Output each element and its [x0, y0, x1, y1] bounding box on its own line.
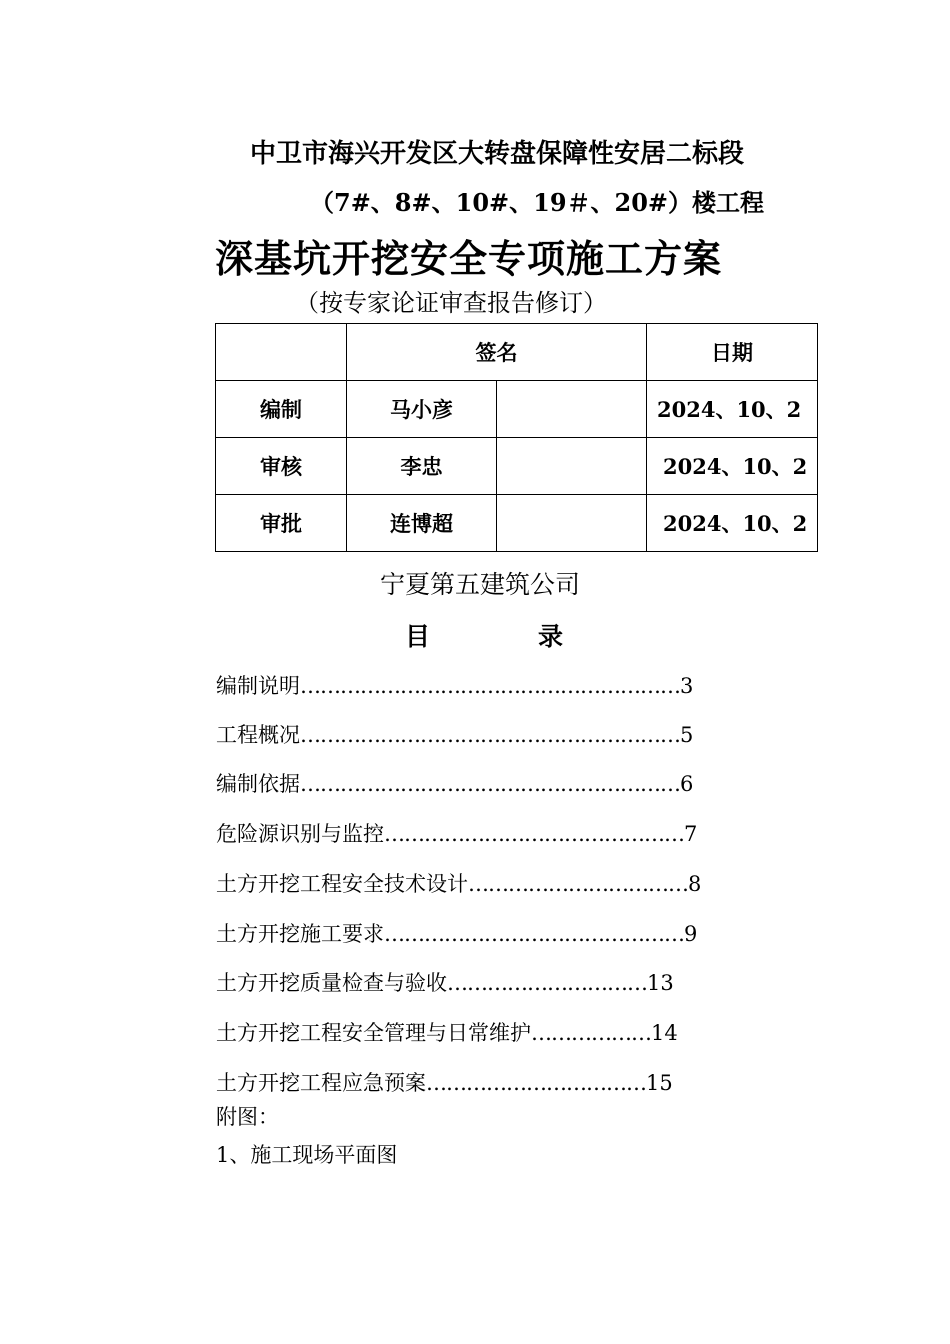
toc-item-leader: ………………………… — [447, 971, 647, 995]
name-cell: 连博超 — [347, 495, 497, 552]
toc-item-leader: …………………………… — [426, 1071, 646, 1095]
toc-item-page: 15 — [646, 1071, 673, 1095]
toc-item-leader: ………………………………………………… — [300, 772, 680, 796]
company-name: 宁夏第五建筑公司 — [379, 570, 580, 599]
header-signature: 签名 — [347, 324, 647, 381]
toc-item-title: 编制说明 — [216, 674, 300, 698]
toc-item-title: 土方开挖质量检查与验收 — [216, 971, 447, 995]
role-cell: 审核 — [216, 438, 347, 495]
table-row — [216, 381, 818, 438]
subtitle: （按专家论证审查报告修订） — [295, 289, 607, 317]
appendix-label: 附图： — [216, 1105, 279, 1129]
appendix-item: 1、施工现场平面图 — [216, 1143, 398, 1167]
table-header-row — [216, 324, 818, 381]
toc-item-page: 13 — [647, 971, 674, 995]
project-title-line2: （7#、8#、10#、19＃、20#）楼工程 — [310, 188, 765, 217]
toc-item[interactable] — [216, 1067, 673, 1097]
toc-item[interactable] — [216, 918, 697, 948]
name-cell: 李忠 — [347, 438, 497, 495]
date-cell: 2024、10、2 — [647, 381, 818, 438]
toc-item-title: 土方开挖工程安全技术设计 — [216, 872, 468, 896]
toc-heading-right: 录 — [538, 622, 564, 651]
toc-item[interactable] — [216, 1017, 678, 1047]
toc-item-page: 5 — [680, 723, 694, 747]
header-empty-cell — [216, 324, 347, 381]
name-cell: 马小彦 — [347, 381, 497, 438]
toc-item-title: 危险源识别与监控 — [216, 822, 384, 846]
header-date: 日期 — [647, 324, 818, 381]
toc-item-leader: ………………………………………………… — [300, 723, 680, 747]
toc-item-page: 14 — [651, 1021, 678, 1045]
signature-table — [215, 323, 818, 552]
role-cell: 审批 — [216, 495, 347, 552]
toc-heading — [405, 617, 563, 653]
toc-item-title: 土方开挖工程应急预案 — [216, 1071, 426, 1095]
date-cell: 2024、10、2 — [647, 495, 818, 552]
toc-item-leader: ………………………………………………… — [300, 674, 680, 698]
table-row — [216, 495, 818, 552]
toc-item-leader: …………………………… — [468, 872, 688, 896]
toc-item-leader: ……………… — [531, 1021, 651, 1045]
toc-item-title: 土方开挖工程安全管理与日常维护 — [216, 1021, 531, 1045]
toc-item-page: 7 — [684, 822, 698, 846]
toc-item[interactable] — [216, 719, 693, 749]
toc-item-page: 6 — [680, 772, 694, 796]
signature-cell — [497, 438, 647, 495]
toc-item-title: 编制依据 — [216, 772, 300, 796]
toc-item-leader: ……………………………………… — [384, 822, 684, 846]
role-cell: 编制 — [216, 381, 347, 438]
toc-item[interactable] — [216, 868, 701, 898]
project-title-line1: 中卫市海兴开发区大转盘保障性安居二标段 — [250, 139, 745, 169]
toc-item-page: 3 — [680, 674, 694, 698]
toc-item[interactable] — [216, 670, 693, 700]
toc-heading-left: 目 — [405, 622, 431, 651]
toc-item-page: 9 — [684, 922, 698, 946]
toc-item[interactable] — [216, 768, 693, 798]
toc-item[interactable] — [216, 967, 674, 997]
toc-item-leader: ……………………………………… — [384, 922, 684, 946]
date-cell: 2024、10、2 — [647, 438, 818, 495]
main-title: 深基坑开挖安全专项施工方案 — [215, 236, 723, 281]
table-row — [216, 438, 818, 495]
toc-item-title: 土方开挖施工要求 — [216, 922, 384, 946]
toc-item[interactable] — [216, 818, 697, 848]
toc-item-page: 8 — [688, 872, 702, 896]
toc-item-title: 工程概况 — [216, 723, 300, 747]
signature-cell — [497, 381, 647, 438]
signature-cell — [497, 495, 647, 552]
